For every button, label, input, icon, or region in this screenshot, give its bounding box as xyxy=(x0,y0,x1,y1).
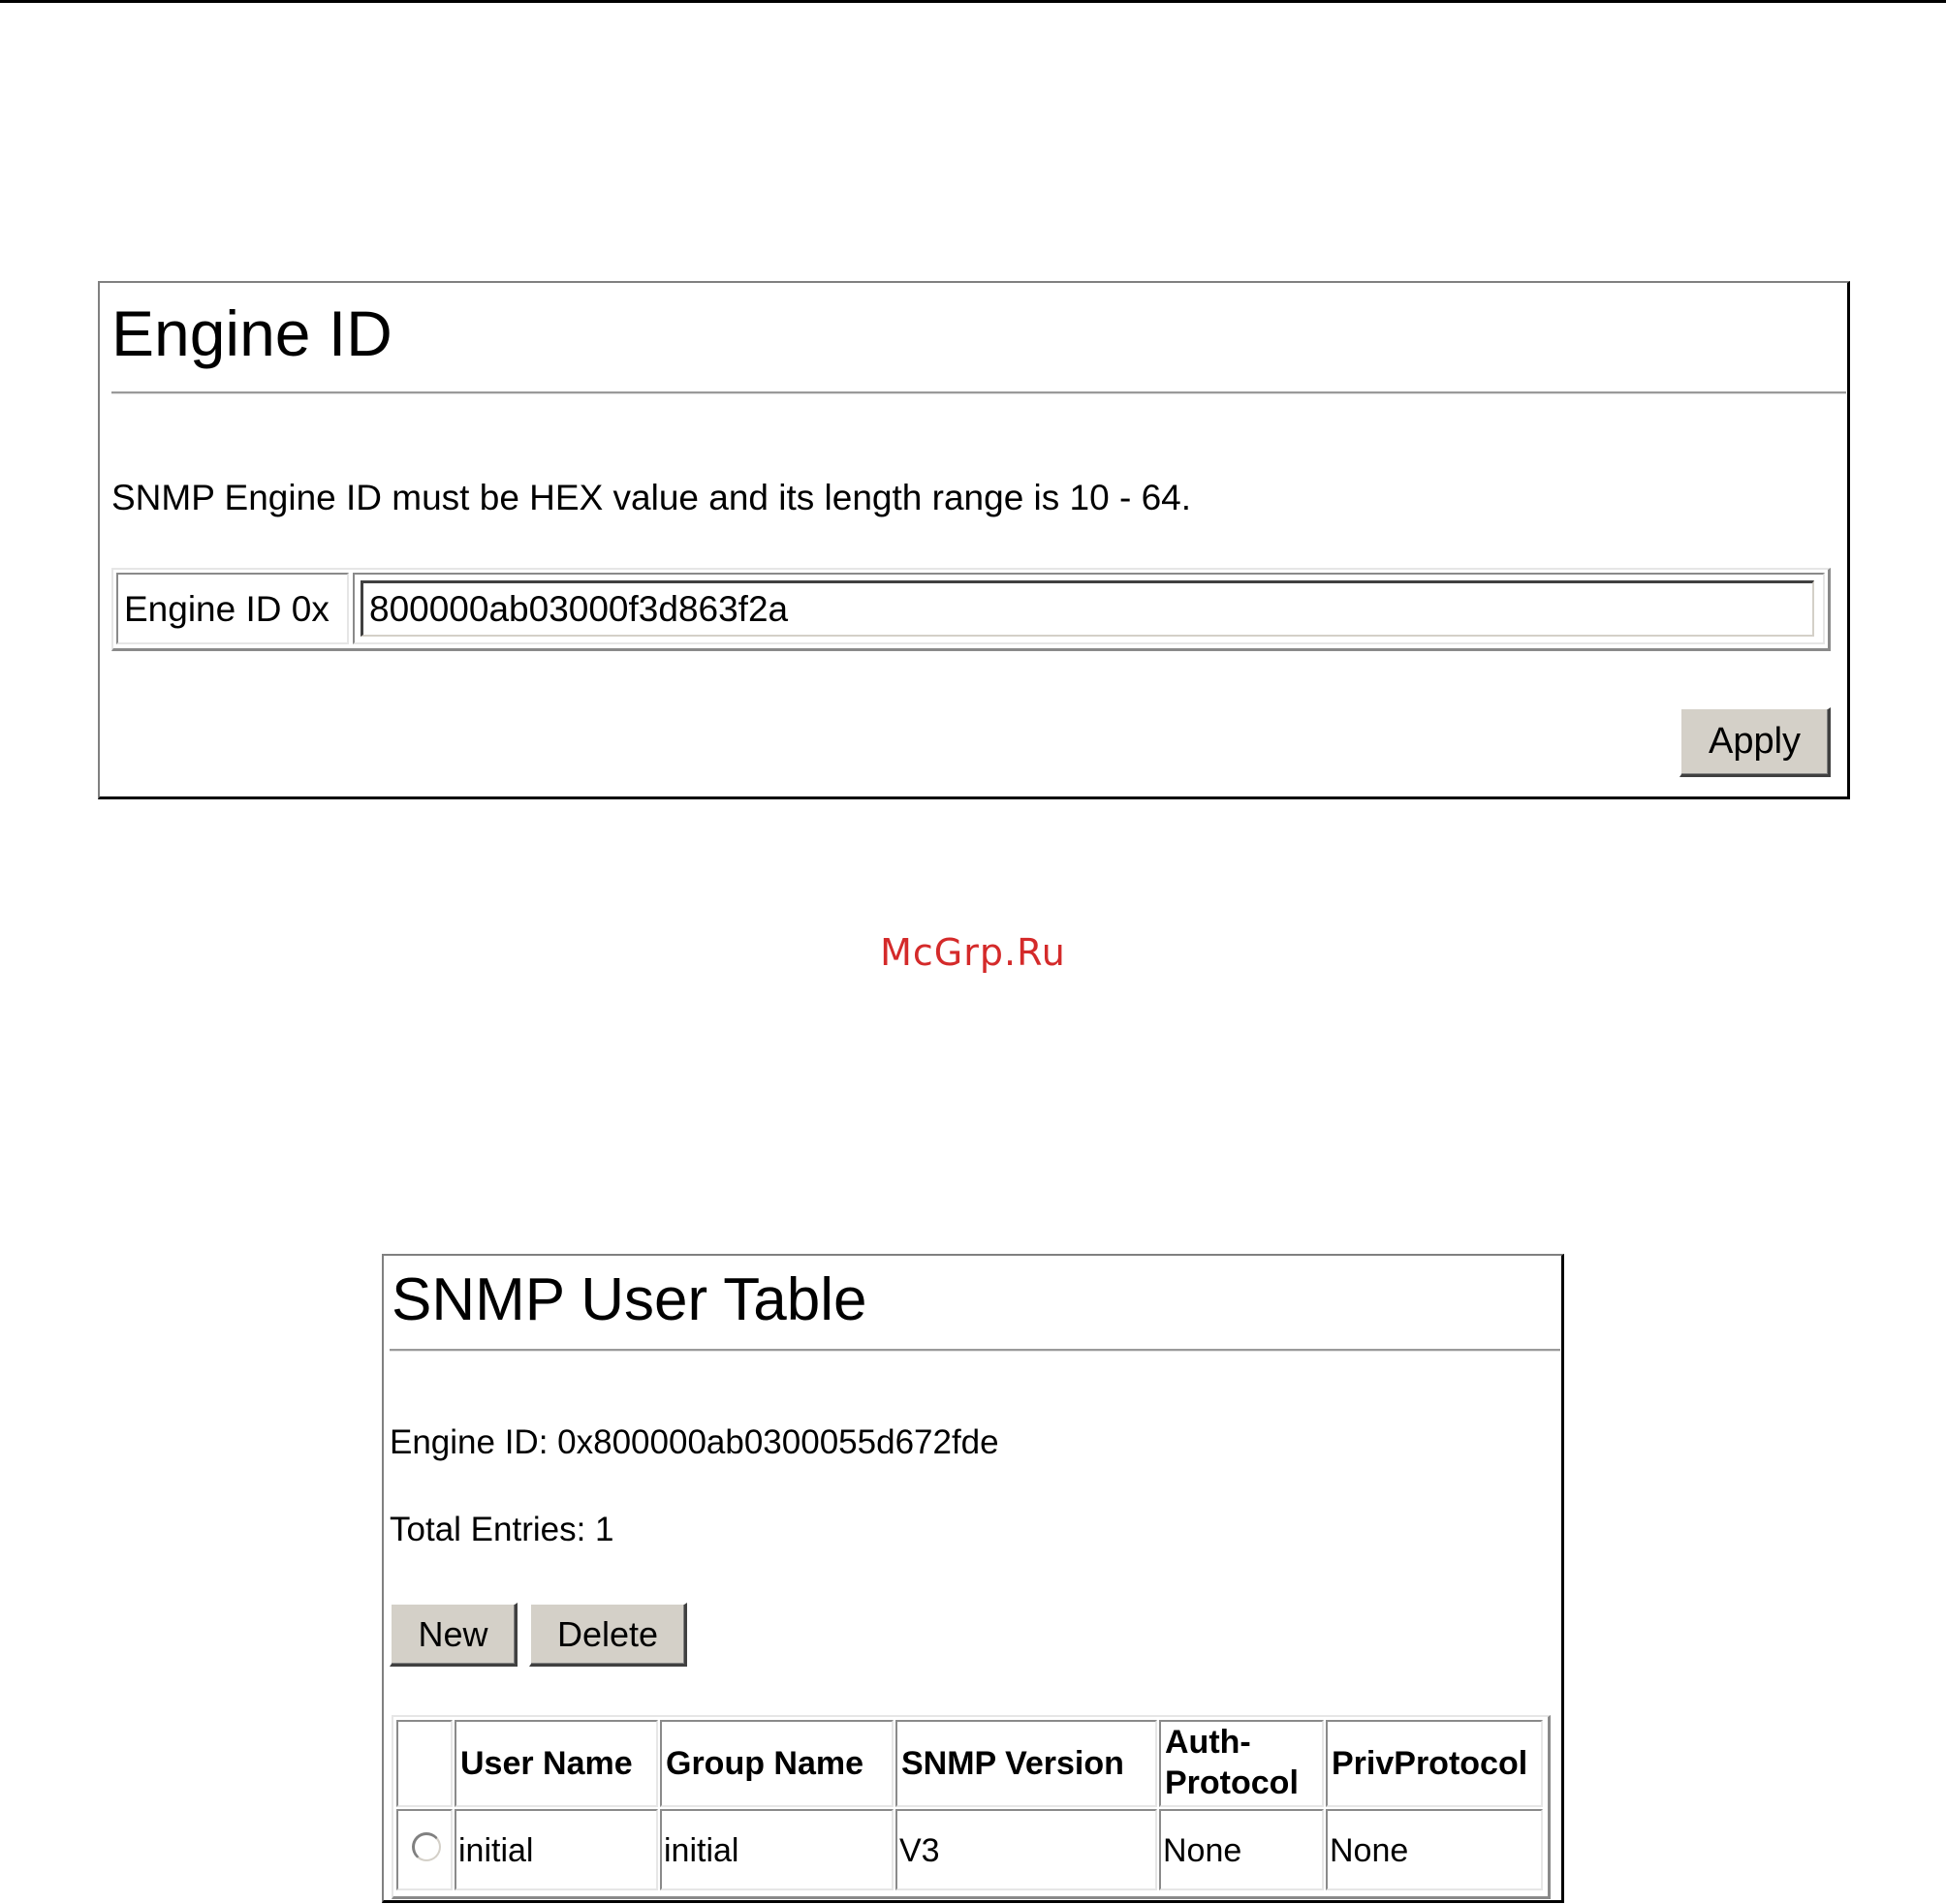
top-border-line xyxy=(0,0,1946,3)
header-select-cell xyxy=(396,1720,453,1807)
table-row-select-cell xyxy=(396,1809,453,1890)
snmp-user-table-panel xyxy=(382,1254,1564,1903)
header-auth-protocol-label-line2: Protocol xyxy=(1165,1764,1299,1801)
group-name-value: initial xyxy=(664,1832,739,1869)
header-group-name xyxy=(660,1720,894,1807)
engine-id-input-cell xyxy=(353,573,1825,644)
snmp-user-table xyxy=(392,1715,1551,1899)
engine-id-panel xyxy=(98,281,1850,799)
header-snmp-version-label: SNMP Version xyxy=(901,1745,1124,1782)
watermark-text: McGrp.Ru xyxy=(880,931,1066,974)
delete-button[interactable]: Delete xyxy=(529,1603,687,1667)
apply-button[interactable]: Apply xyxy=(1679,707,1831,777)
auth-protocol-value: None xyxy=(1163,1832,1242,1869)
header-user-name-label: User Name xyxy=(460,1745,633,1782)
engine-id-field-label: Engine ID 0x xyxy=(124,589,330,629)
new-button[interactable]: New xyxy=(390,1603,518,1667)
row-select-radio[interactable] xyxy=(412,1832,441,1861)
snmp-user-table-title-divider xyxy=(390,1349,1560,1352)
snmp-version-value: V3 xyxy=(899,1832,940,1869)
header-priv-protocol-label: PrivProtocol xyxy=(1332,1745,1528,1782)
header-auth-protocol-label-line1: Auth- xyxy=(1165,1724,1251,1761)
table-row-priv-protocol xyxy=(1326,1809,1543,1890)
engine-id-label-cell xyxy=(116,573,349,644)
engine-id-title-divider xyxy=(111,391,1846,394)
header-priv-protocol xyxy=(1326,1720,1543,1807)
header-group-name-label: Group Name xyxy=(666,1745,864,1782)
user-name-value: initial xyxy=(458,1832,534,1869)
table-row-user-name xyxy=(455,1809,658,1890)
priv-protocol-value: None xyxy=(1330,1832,1409,1869)
engine-id-readout: Engine ID: 0x800000ab0300055d672fde xyxy=(390,1423,999,1461)
engine-id-title: Engine ID xyxy=(111,297,392,369)
header-snmp-version xyxy=(895,1720,1157,1807)
header-user-name xyxy=(455,1720,658,1807)
total-entries-readout: Total Entries: 1 xyxy=(390,1511,614,1548)
table-row-auth-protocol xyxy=(1159,1809,1324,1890)
table-row-group-name xyxy=(660,1809,894,1890)
header-auth-protocol xyxy=(1159,1720,1324,1807)
engine-id-input[interactable] xyxy=(361,580,1814,637)
snmp-user-table-title: SNMP User Table xyxy=(392,1266,867,1333)
engine-id-note: SNMP Engine ID must be HEX value and its length range is 10 - 64. xyxy=(111,478,1192,517)
engine-id-field-row xyxy=(111,568,1831,651)
table-row-snmp-version xyxy=(895,1809,1157,1890)
